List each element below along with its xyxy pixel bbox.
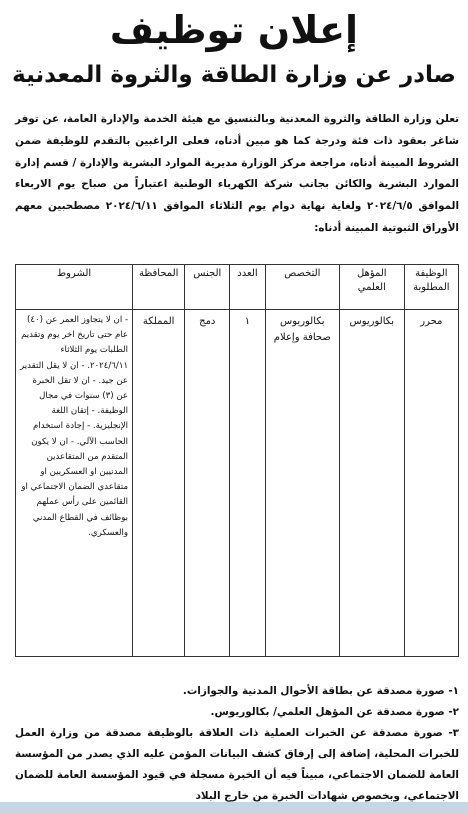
cell-conditions: - ان لا يتجاوز العمر عن (٤٠) عام حتى تاريخ اخر يوم وتقديم الطلبات يوم الثلاثاء ٢٠٢٤/٦/١١. - ان لا يقل التقدير عن جيد. - ان لا تقل الخبرة عن (٣) سنوات في مجال الوظيفة. - إتقان اللغة الإنجليزية. - إجادة استخدام الحاسب الآلي. - ان لا يكون المتقدم من المتقاعدين المدنيين او العسكريين او متقاعدي الضمان الاجتماعي او القائمين على رأس عملهم بوظائف في القطاع المدني والعسكري.	[16, 310, 133, 657]
header-job: الوظيفة المطلوبة	[404, 265, 458, 310]
announcement-intro: تعلن وزارة الطاقة والثروة المعدنية وبالتنسيق مع هيئة الخدمة والإدارة العامة، عن توفر شاغر بعقود ذات فئة ودرجة كما هو مبين أدناه، فعلى الراغبين بالتقدم للوظيفة ضمن الشروط المبينة أدناه، مراجعة مركز الوزارة مديرية الموارد البشرية والإدارة / قسم إدارة الموارد البشرية والكائن بجانب شركة الكهرباء الوطنية اعتباراً من صباح يوم الاربعاء الموافق ٢٠٢٤/٦/٥ ولغاية نهاية دوام يوم الثلاثاء الموافق ٢٠٢٤/٦/١١ مصطحبين معهم الأوراق الثبوتية المبينة أدناه:	[15, 113, 460, 234]
bottom-scroll-strip	[0, 802, 468, 814]
document-item: ٣- صورة مصدقة عن الخبرات العملية ذات العلاقة بالوظيفة مصدقة من وزارة العمل للخبرات المحلية، إضافة إلى إرفاق كشف البيانات المؤمن عليه الذي يصدر من المؤسسة العامة للضمان الاجتماعي، مبيناً فيه أن الخبرة مسجلة في قيود المؤسسة العامة للضمان الاجتماعي، وبخصوص شهادات الخبرة من خارج البلاد	[15, 727, 459, 802]
announcement-title: إعلان توظيف	[109, 8, 359, 52]
cell-job: محرر	[404, 310, 458, 657]
cell-count: ١	[230, 310, 266, 657]
cell-governorate: المملكة	[133, 310, 185, 657]
document-item: ٢- صورة مصدقة عن المؤهل العلمي/ بكالوريوس.	[210, 706, 459, 718]
document-item: ١- صورة مصدقة عن بطاقة الأحوال المدنية والجوازات.	[182, 685, 459, 697]
announcement-subtitle: صادر عن وزارة الطاقة والثروة المعدنية	[12, 62, 456, 88]
header-conditions: الشروط	[16, 265, 133, 310]
header-count: العدد	[230, 265, 266, 310]
table-header-row	[16, 265, 459, 310]
cell-specialization: بكالوريوس صحافة وإعلام	[265, 310, 339, 657]
cell-gender: دمج	[185, 310, 230, 657]
required-documents	[15, 681, 459, 807]
header-qualification: المؤهل العلمي	[339, 265, 404, 310]
table-row	[16, 310, 459, 657]
header-gender: الجنس	[185, 265, 230, 310]
header-specialization: التخصص	[265, 265, 339, 310]
cell-qualification: بكالوريوس	[339, 310, 404, 657]
header-governorate: المحافظة	[133, 265, 185, 310]
vacancy-table	[15, 264, 459, 657]
